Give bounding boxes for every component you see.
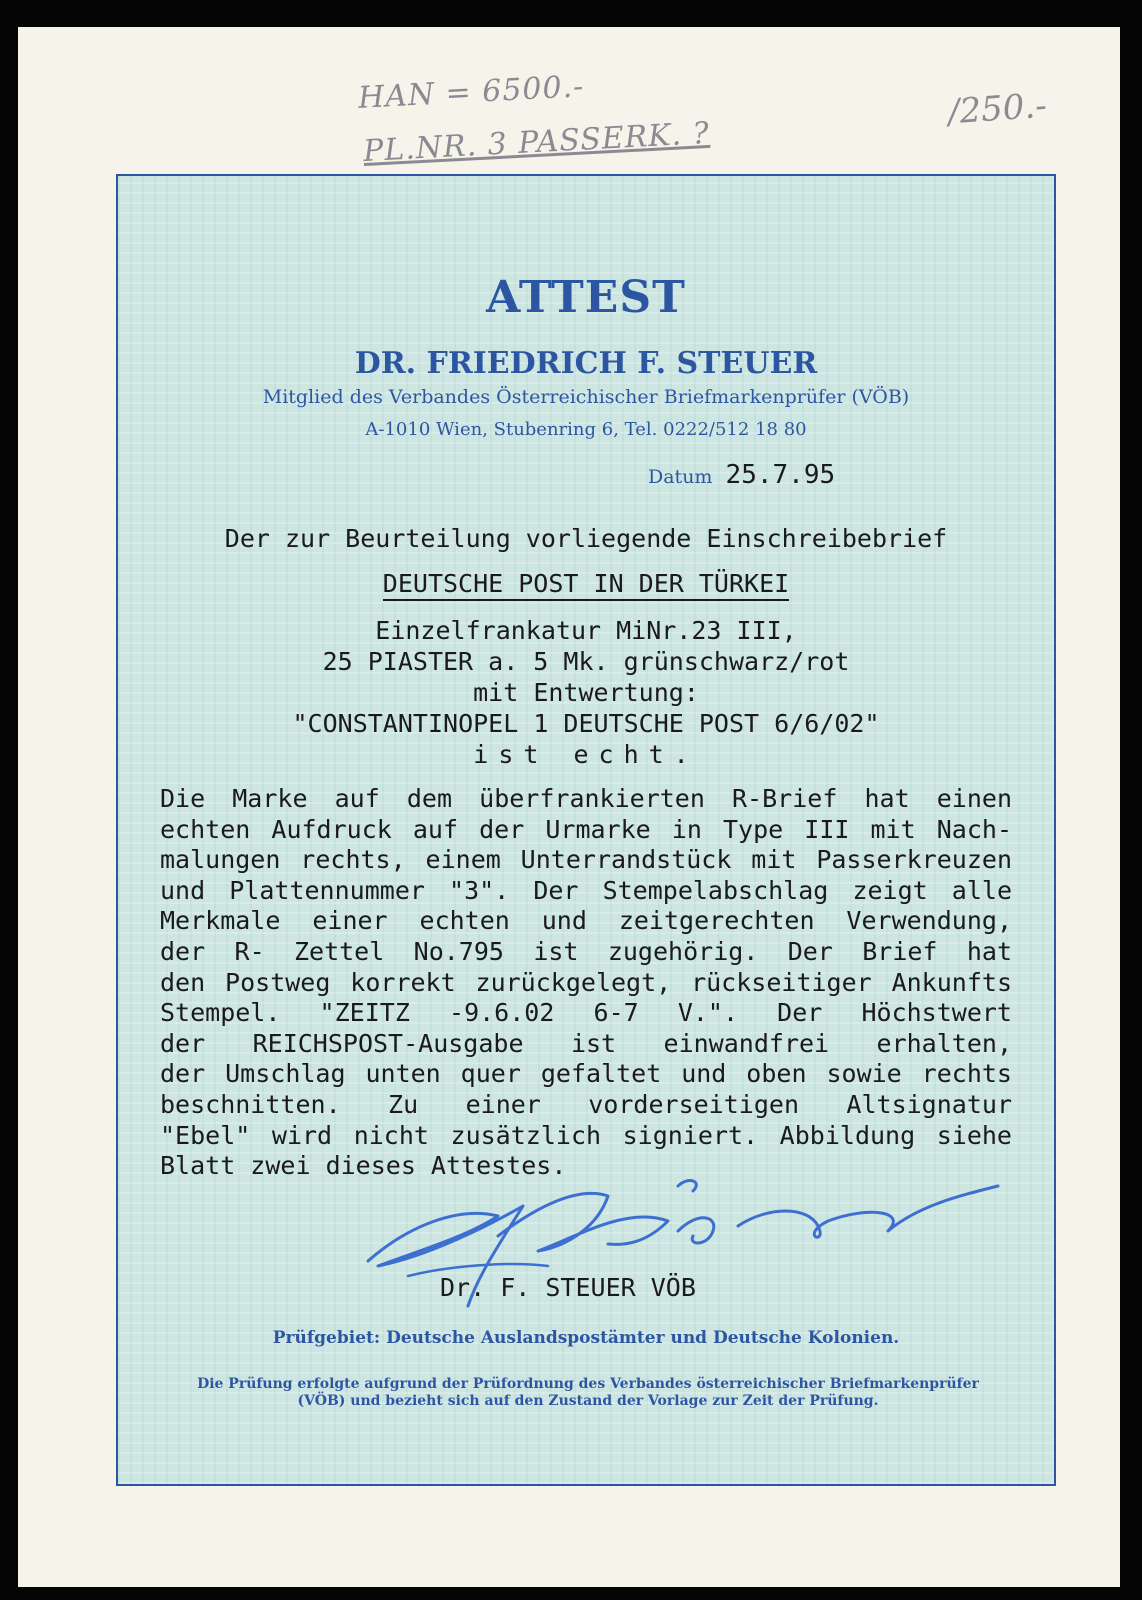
stamp-description-line: "CONSTANTINOPEL 1 DEUTSCHE POST 6/6/02"	[292, 709, 880, 738]
stamp-description-line: Einzelfrankatur MiNr.23 III,	[375, 616, 797, 645]
pencil-annotation: PL.NR. 3 PASSERK. ?	[362, 115, 711, 170]
stamp-description-line: 25 PIASTER a. 5 Mk. grünschwarz/rot	[322, 647, 850, 676]
date-row	[648, 460, 835, 490]
stamp-description-line: mit Entwertung:	[473, 678, 699, 707]
date-value: 25.7.95	[725, 460, 836, 490]
body-line: der Umschlag unten quer gefaltet und oben sowie rechts	[160, 1059, 1012, 1089]
issuer-membership: Mitglied des Verbandes Österreichischer Briefmarkenprüfer (VÖB)	[262, 386, 910, 408]
footer-note: Die Prüfung erfolgte aufgrund der Prüfordnung des Verbandes österreichischer Briefmarkenprüfer (VÖB) und bezieht sich auf den Zustand der Vorlage zur Zeit der Prüfung.	[197, 1376, 979, 1409]
pencil-annotation: HAN = 6500.-	[357, 69, 586, 116]
body-text	[160, 784, 1012, 1182]
verdict: ist echt.	[473, 740, 699, 769]
body-line: Die Marke auf dem überfrankierten R-Brief hat einen	[160, 784, 1012, 813]
intro-text: Der zur Beurteilung vorliegende Einschreibebrief	[224, 524, 948, 553]
certificate-paper	[18, 27, 1120, 1587]
certificate-panel	[116, 174, 1056, 1486]
body-line: den Postweg korrekt zurückgelegt, rückseitiger Ankunfts	[160, 967, 1012, 997]
body-line: der REICHSPOST-Ausgabe ist einwandfrei erhalten,	[160, 1028, 1012, 1058]
issuer-address: A-1010 Wien, Stubenring 6, Tel. 0222/512 18 80	[365, 419, 807, 440]
certificate-title: ATTEST	[486, 272, 686, 323]
body-line: beschnitten. Zu einer vorderseitigen Altsignatur	[160, 1089, 1012, 1119]
issuer-name: DR. FRIEDRICH F. STEUER	[354, 346, 818, 381]
subject-heading-text: DEUTSCHE POST IN DER TÜRKEI	[383, 569, 789, 601]
examination-area: Prüfgebiet: Deutsche Auslandspostämter und Deutsche Kolonien.	[272, 1328, 900, 1348]
body-line: "Ebel" wird nicht zusätzlich signiert. Abbildung siehe	[160, 1120, 1012, 1150]
subject-heading	[118, 569, 1054, 598]
body-line: Blatt zwei dieses Attestes.	[160, 1151, 567, 1181]
body-line: und Plattennummer "3". Der Stempelabschlag zeigt alle	[160, 875, 1012, 905]
body-line: Stempel. "ZEITZ -9.6.02 6-7 V.". Der Höchstwert	[160, 998, 1012, 1028]
body-line: Merkmale einer echten und zeitgerechten Verwendung,	[160, 906, 1012, 936]
pencil-price: /250.-	[946, 85, 1048, 133]
body-line: echten Aufdruck auf der Urmarke in Type III mit Nach-	[160, 814, 1012, 844]
body-line: malungen rechts, einem Unterrandstück mit Passerkreuzen	[160, 845, 1012, 875]
date-label: Datum	[648, 466, 713, 488]
signature-printed-name: Dr. F. STEUER VÖB	[440, 1273, 696, 1302]
body-line: der R- Zettel No.795 ist zugehörig. Der Brief hat	[160, 936, 1012, 966]
